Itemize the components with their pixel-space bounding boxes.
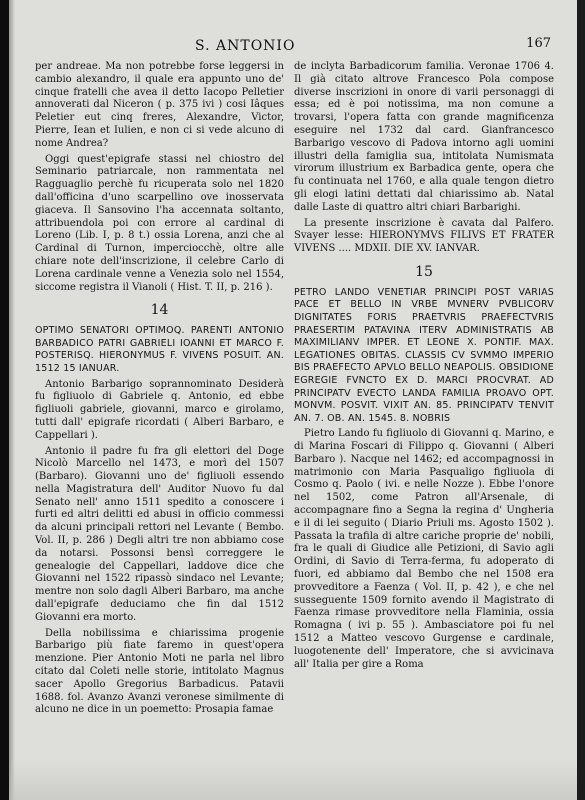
epigraph-number: 14	[150, 302, 169, 319]
page-number: 167	[526, 36, 551, 51]
book-binding-shadow	[0, 0, 9, 800]
paragraph: Della nobilissima e chiarissima progenie Barbarigo più fiate faremo in quest'opera menzione. Pier Antonio Moti ne parla nel libro citato dal Coleti nelle storie, intitolato Magnus sacer Apollo Gregorius Barbadicus. Patavii 1688. fol. Avanzo Avanzi veronese similmente di alcuno ne dice in un poemetto: Prosapia famae	[35, 627, 284, 716]
paragraph: Oggi quest'epigrafe stassi nel chiostro del Seminario patriarcale, non rammentata nel Ragguaglio perchè fu ricuperata solo nel 1820 dall'officina d'uno scarpellino ove inosservata giaceva. Il Sansovino l'ha accennata soltanto, attribuendola poi con errore al cardinal di Loreno (Lib. I, p. 8 t.) ossia Lorena, anzi che al Cardinal di Turnon, imperciocchè, oltre alle chiare note dell'inscrizione, il celebre Carlo di Lorena cardinale venne a Venezia solo nel 1554, siccome registra il Vianoli ( Hist. T. II, p. 216 ).	[35, 153, 284, 293]
book-page	[9, 0, 577, 800]
left-column	[35, 61, 284, 720]
paragraph: de inclyta Barbadicorum familia. Veronae 1706 4. Il già citato altrove Francesco Pola compose diverse inscrizioni in onore di varii personaggi di essa; ed è poi notissima, ma non comune a trovarsi, l'opera fatta con grande magnificenza eseguire nel 1732 dal card. Gianfrancesco Barbarigo vescovo di Padova intorno agli uomini illustri della famiglia sua, intitolata Numismata virorum illustrium ex Barbadica gente, opera che fu continuata nel 1760, e alla quale tengon dietro gli elogi latini dettati dal chiarissimo ab. Natal dalle Laste di quattro altri chiari Barbarighi.	[294, 61, 554, 213]
right-column	[294, 61, 554, 674]
paragraph: La presente inscrizione è cavata dal Palfero. Svayer lesse: HIERONYMVS FILIVS ET FRATER VIVENS .... MDXII. DIE XV. IANVAR.	[294, 217, 554, 255]
epigraph-inscription: PETRO LANDO VENETIAR PRINCIPI POST VARIAS PACE ET BELLO IN VRBE MVNERV PVBLICORV DIGNITATES FORIS PRAETVRIS PRAEFECTVRIS PRAESERTIM PATAVINA ITERV ADMINISTRATIS AB MAXIMILIANV IMPER. ET LEONE X. PONTIF. MAX. LEGATIONES OBITAS. CLASSIS CV SVMMO IMPERIO BIS PRAEFECTO APVLO BELLO NEAPOLIS. OBSIDIONE EGREGIE FVNCTO EX D. MARCI PROCVRAT. AD PRINCIPATV EVECTO LANDA FAMILIA PROAVO OPT. MONVM. POSVIT. VIXIT AN. 85. PRINCIPATV TENVIT AN. 7. OB. AN. 1545. 8. NOBRIS	[294, 286, 554, 424]
paragraph: Antonio Barbarigo soprannominato Desiderà fu figliuolo di Gabriele q. Antonio, ed ebbe figliuoli gabriele, giovanni, marco e girolamo, tutti dall' epigrafe ricordati ( Alberi Barbaro, e Cappellari ).	[35, 378, 284, 441]
paragraph: Pietro Lando fu figliuolo di Giovanni q. Marino, e di Marina Foscari di Filippo q. Giovanni ( Alberi Barbaro ). Nacque nel 1462; ed accompagnossi in matrimonio con Maria Pasqualigo figliuola di Cosmo q. Paolo ( ivi. e nelle Nozze ). Ebbe l'onore nel 1502, come Patron all'Arsenale, di accompagnare fino a Segna la regina d' Ungheria e il di lei seguito ( Diario Priuli ms. Agosto 1502 ). Passata la trafila di altre cariche proprie de' nobili, fra le quali di Giudice alle Petizioni, di Savio agli Ordini, di Savio di Terra-ferma, fu adoperato di fuori, ed abbiamo dal Bembo che nel 1508 era provveditore a Faenza ( Vol. II, p. 42 ), e che nel susseguente 1509 fornito avendo il Magistrato di Faenza rimase provveditore nella Flaminia, ossia Romagna ( ivi p. 55 ). Ambasciatore poi fu nel 1512 a Matteo vescovo Gurgense e cardinale, luogotenente dell' Imperatore, che si avvicinava all' Italia per gire a Roma	[294, 428, 554, 670]
paragraph: per andreae. Ma non potrebbe forse leggersi in cambio alexandro, il quale era appunto uno de' cinque fratelli che avea il detto Iacopo Pelletier annoverati dal Niceron ( p. 375 ivi ) cosi Iâques Peletier eut cinq freres, Alexandre, Victor, Pierre, Iean et Iulien, e non ci si vede alcuno di nome Andrea?	[35, 61, 284, 149]
epigraph-inscription: OPTIMO SENATORI OPTIMOQ. PARENTI ANTONIO BARBADICO PATRI GABRIELI IOANNI ET MARCO F. POSTERISQ. HIERONYMUS F. VIVENS POSUIT. AN. 1512 15 IANUAR.	[35, 325, 284, 374]
running-title: S. ANTONIO	[195, 38, 296, 54]
page-bottom-shade	[9, 760, 577, 800]
epigraph-number: 15	[415, 263, 433, 280]
paragraph: Antonio il padre fu fra gli elettori del Doge Nicolò Marcello nel 1473, e morì del 1507 (Barbaro). Giovanni uno de' figliuoli essendo nella Magistratura dell' Auditor Nuovo fu dal Senato nell' anno 1511 spedito a conoscere i furti ed altri delitti ed abusi in officio commessi da alcuni principali rettori nel Levante ( Bembo. Vol. II, p. 286 ) Degli altri tre non abbiamo cose da notarsi. Possonsi bensì correggere le genealogie del Cappellari, laddove dice che Giovanni nel 1522 ripassò sindaco nel Levante; mentre non solo dagli Alberi Barbaro, ma anche dall'epigrafe deduciamo che fin dal 1512 Giovanni era morto.	[35, 445, 284, 623]
page-header	[9, 36, 577, 56]
